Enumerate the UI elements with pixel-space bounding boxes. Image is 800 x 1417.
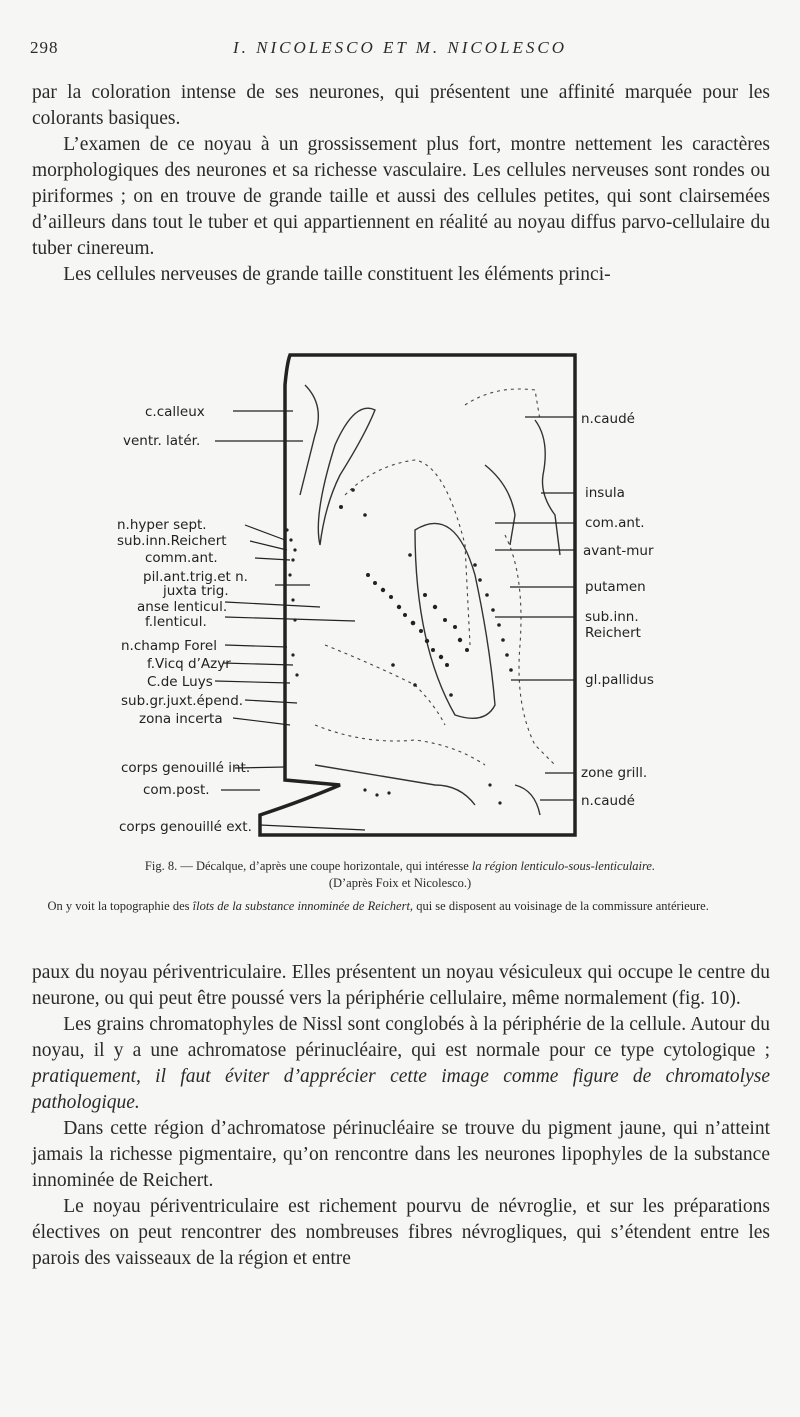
label-avant-mur: avant-mur	[583, 543, 654, 559]
label-reichert: Reichert	[585, 625, 641, 641]
label-comm-ant: comm.ant.	[145, 550, 218, 566]
neuron-islands	[285, 488, 512, 804]
label-pil-ant-trig: pil.ant.trig.et n.	[143, 569, 248, 585]
label-n-caude-bottom: n.caudé	[581, 793, 635, 809]
label-com-post: com.post.	[143, 782, 210, 798]
label-c-de-luys: C.de Luys	[147, 674, 213, 690]
label-f-vicq-dazyr: f.Vicq d’Azyr	[147, 656, 231, 672]
label-ventr-later: ventr. latér.	[123, 433, 201, 449]
label-corps-genouille-ext: corps genouillé ext.	[119, 819, 252, 835]
paragraph: par la coloration intense de ses neurones, qui présentent une affinité marquée pour les colorants basiques.	[32, 82, 770, 129]
paragraph: Le noyau périventriculaire est richement pourvu de névroglie, et sur les préparations électives on peut rencontrer des nombreuses fibres névrogliques, qui s’étendent entre les parois des vaisseaux de la région et entre	[32, 1196, 770, 1269]
fig-text: Décalque, d’après une coupe horizontale, qui intéresse	[195, 859, 469, 873]
leader-lines	[215, 411, 575, 830]
fig-text-italic: la région lenticulo-sous-lenticulaire.	[471, 859, 656, 873]
label-insula: insula	[585, 485, 625, 501]
paragraph-italic: pratiquement, il faut éviter d’apprécier cette image comme figure de chromatolyse pathologique.	[32, 1066, 770, 1113]
caption-source: (D’après Foix et Nicolesco.)	[328, 876, 472, 890]
note-italic: îlots de la substance innominée de Reichert,	[192, 899, 414, 913]
paragraph	[32, 1012, 770, 1116]
label-n-champ-forel: n.champ Forel	[121, 638, 217, 654]
page-header	[30, 38, 770, 62]
body-text-bottom	[32, 960, 770, 1272]
label-f-lenticul: f.lenticul.	[145, 614, 207, 630]
running-head: I. NICOLESCO ET M. NICOLESCO	[233, 38, 567, 57]
label-n-hyper-sept: n.hyper sept.	[117, 517, 207, 533]
label-sub-inn-reichert: sub.inn.Reichert	[117, 533, 227, 549]
caption-line	[30, 858, 770, 875]
figure-caption	[30, 858, 770, 915]
section-outline	[260, 355, 575, 835]
paragraph: Dans cette région d’achromatose périnucléaire se trouve du pigment jaune, qui n’atteint jamais la richesse pigmentaire, qu’on rencontre dans les neurones lipophyles de la substance innominée de Reichert.	[32, 1118, 770, 1191]
label-anse-lenticul: anse lenticul.	[137, 599, 228, 615]
label-sub-inn: sub.inn.	[585, 609, 639, 625]
label-gl-pallidus: gl.pallidus	[585, 672, 654, 688]
label-zone-grill: zone grill.	[581, 765, 648, 781]
page-number: 298	[30, 38, 59, 57]
label-corps-genouille-int: corps genouillé int.	[121, 760, 251, 776]
right-labels	[581, 411, 654, 809]
paragraph: Les cellules nerveuses de grande taille constituent les éléments princi-	[63, 264, 611, 285]
body-text-top	[32, 80, 770, 288]
figure-8-brain-section	[115, 345, 695, 845]
label-zona-incerta: zona incerta	[139, 711, 223, 727]
note-text: qui se disposent au voisinage de la commissure antérieure.	[416, 899, 709, 913]
fig-label: Fig. 8. —	[144, 859, 193, 873]
note-text: On y voit la topographie des	[47, 899, 190, 913]
caption-note	[30, 898, 770, 915]
label-juxta-trig: juxta trig.	[163, 583, 229, 599]
label-c-calleux: c.calleux	[145, 404, 205, 420]
paragraph-text: Les grains chromatophyles de Nissl sont conglobés à la périphérie de la cellule. Autour du noyau, il y a une achromatose périnucléaire, qui est normale pour ce type cytologique ;	[32, 1014, 770, 1061]
label-sub-gr-juxt-epend: sub.gr.juxt.épend.	[121, 693, 244, 709]
label-com-ant: com.ant.	[585, 515, 645, 531]
paragraph: L’examen de ce noyau à un grossissement plus fort, montre nettement les caractères morphologiques des neurones et sa richesse vasculaire. Les cellules nerveuses sont rondes ou piriformes ; on en trouve de grande taille et aussi des cellules petites, qui sont clairsemées d’ailleurs dans tout le tuber et qui appartiennent en réalité au noyau diffus parvo-cellulaire du tuber cinereum.	[32, 134, 770, 259]
label-putamen: putamen	[585, 579, 646, 595]
paragraph: paux du noyau périventriculaire. Elles présentent un noyau vésiculeux qui occupe le centre du neurone, ou qui peut être poussé vers la périphérie cellulaire, même normalement (fig. 10).	[32, 962, 770, 1009]
label-n-caude-top: n.caudé	[581, 411, 635, 427]
left-labels	[117, 404, 252, 835]
